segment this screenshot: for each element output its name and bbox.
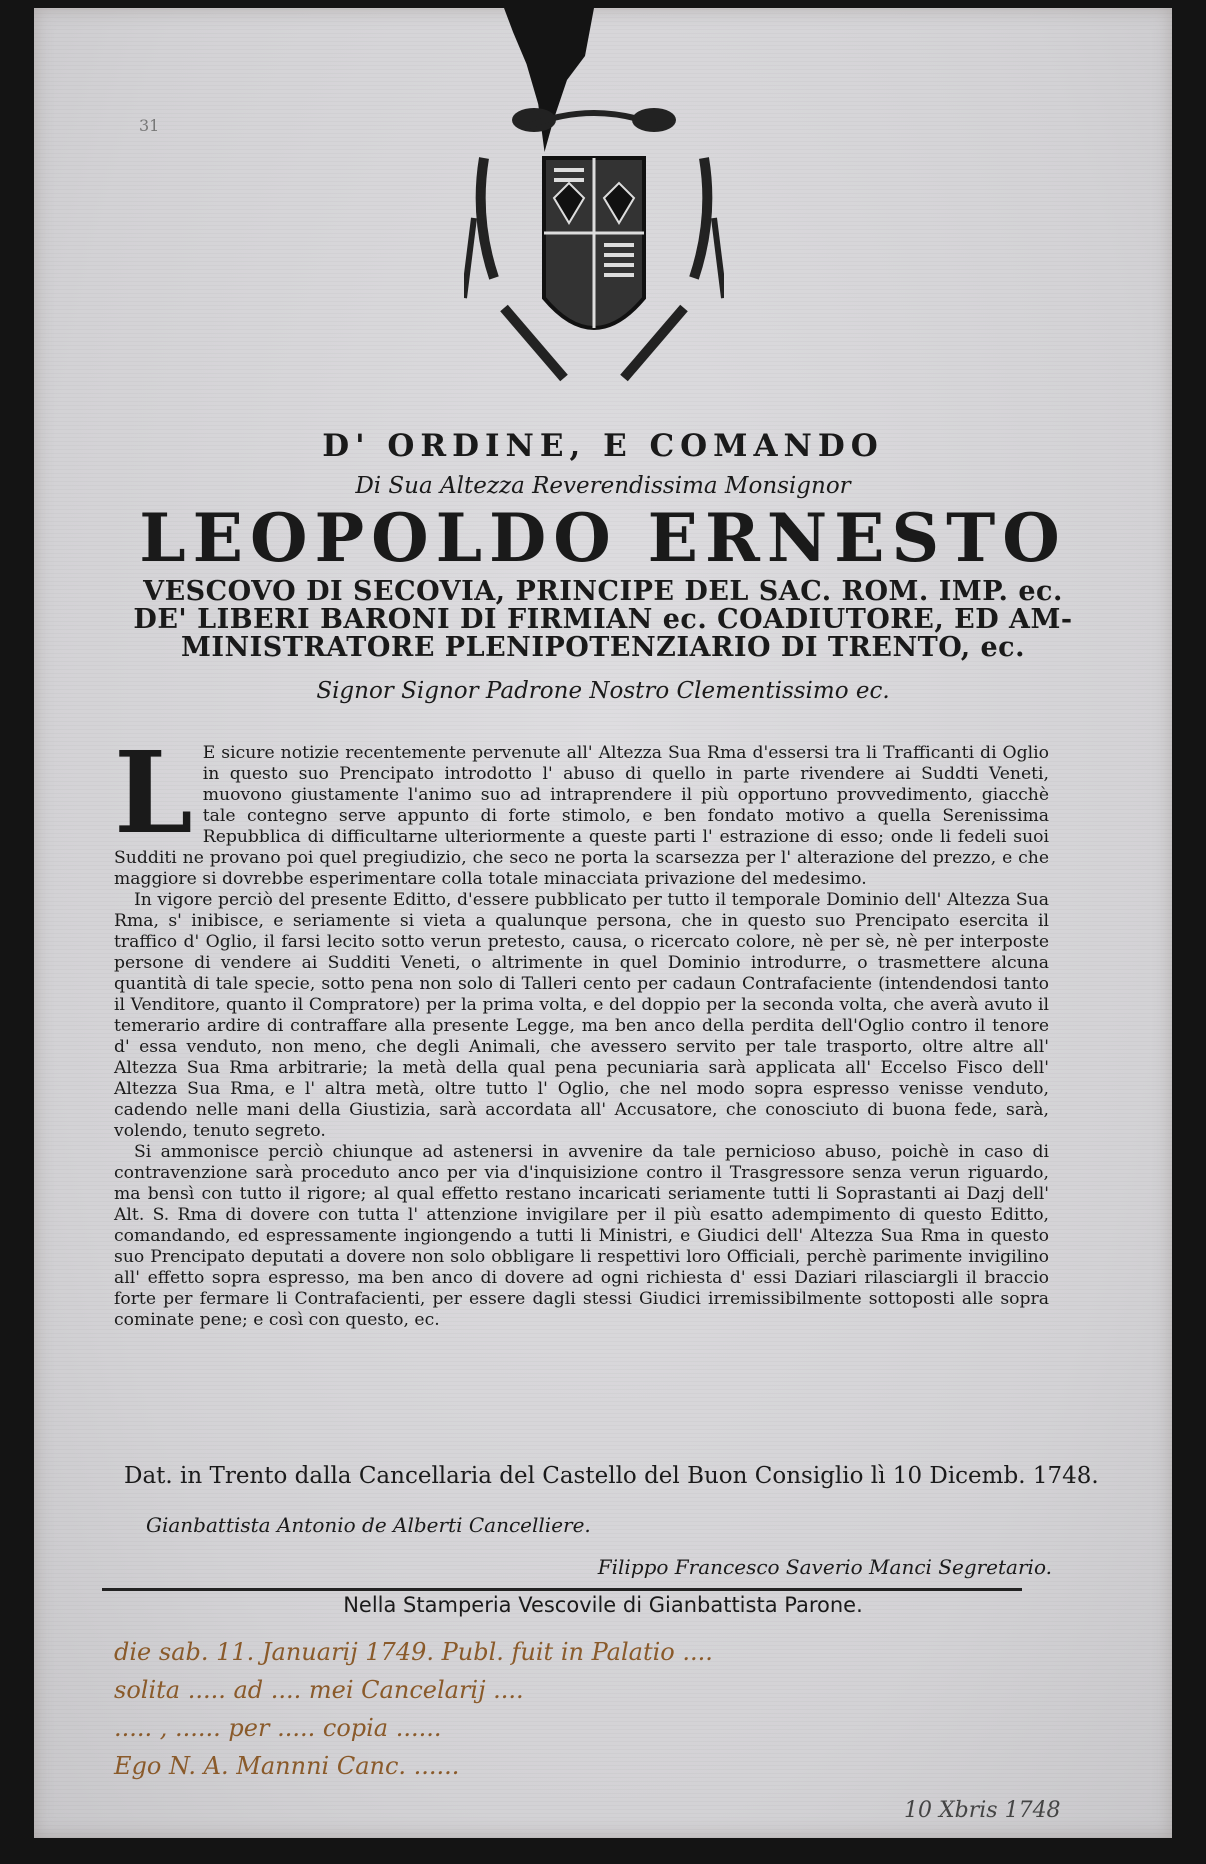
heading-name: LEOPOLDO ERNESTO xyxy=(139,499,1067,577)
salutation: Signor Signor Padrone Nostro Clementissimo ec. xyxy=(316,678,890,704)
pencil-number: 31 xyxy=(139,116,160,135)
edict-body xyxy=(114,728,1049,1331)
printer-line: Nella Stamperia Vescovile di Gianbattista Parone. xyxy=(343,1593,863,1617)
coat-of-arms-icon xyxy=(464,98,724,398)
archive-date-note: 10 Xbris 1748 xyxy=(904,1798,1061,1823)
paragraph-2: In vigore perciò del presente Editto, d'essere pubblicato per tutto il temporale Dominio dell' Altezza Sua Rma, s' inibisce, e seriamente si vieta a qualunque persona, che in questo suo Prencipato esercita il traffico d' Oglio, il farsi lecito sotto verun pretesto, causa, o ricercato colore, nè per sè, nè per interposte persone di vendere ai Sudditi Veneti, o altrimente in quel Dominio introdurre, o trasmettere alcuna quantità di tale specie, sotto pena non solo di Talleri cento per cadaun Contrafaciente (intendendosi tanto il Venditore, quanto il Compratore) per la prima volta, e del doppio per la seconda volta, che averà avuto il temerario ardire di contraffare alla presente Legge, ma ben anco della perdita dell'Oglio contro il tenore d' essa venduto, non meno, che degli Animali, che avessero servito per tale trasporto, oltre altre all' Altezza Sua Rma arbitrarie; la metà della qual pena pecuniaria sarà applicata all' Eccelso Fisco dell' Altezza Sua Rma, e l' altra metà, oltre tutto l' Oglio, che nel modo sopra espresso venisse venduto, cadendo nelle mani della Giustizia, sarà accordata all' Accusatore, che conosciuto di buona fede, sarà, volendo, tenuto segreto. xyxy=(114,890,1049,1141)
handwritten-note xyxy=(114,1633,1094,1785)
handwritten-line: die sab. 11. Januarij 1749. Publ. fuit in Palatio .... xyxy=(114,1638,713,1666)
edict-sheet xyxy=(34,8,1172,1838)
handwritten-line: solita ..... ad .... mei Cancelarij .... xyxy=(114,1676,524,1704)
paragraph-1-text: E sicure notizie recentemente pervenute all' Altezza Sua Rma d'essersi tra li Trafficanti di Oglio in questo suo Prencipato introdotto l' abuso di quello in parte rivendere ai Suddti Veneti, muovono giustamente l'animo suo ad intraprendere il più opportuno provvedimento, giacchè tale contegno serve appunto di forte stimolo, e ben fondato motivo a quella Serenissima Repubblica di difficultarne ulteriormente a queste parti l' estrazione di esso; onde li fedeli suoi Sudditi ne provano poi quel pregiudizio, che seco ne porta la scarsezza per l' alterazione del prezzo, e che maggiore si dovrebbe esperimentare colla totale minacciata privazione del medesimo. xyxy=(114,743,1049,889)
title-line: MINISTRATORE PLENIPOTENZIARIO DI TRENTO, ec. xyxy=(180,632,1026,663)
handwritten-line: ..... , ...... per ..... copia ...... xyxy=(114,1714,442,1742)
date-line: Dat. in Trento dalla Cancellaria del Castello del Buon Consiglio lì 10 Dicemb. 1748. xyxy=(124,1463,1099,1489)
heading-altezza: Di Sua Altezza Reverendissima Monsignor xyxy=(355,473,851,499)
divider-rule xyxy=(102,1588,1022,1591)
heading-titles xyxy=(34,578,1172,662)
title-line: VESCOVO DI SECOVIA, PRINCIPE DEL SAC. ROM. IMP. ec. xyxy=(143,576,1063,607)
paragraph-1 xyxy=(114,728,1049,890)
secretary-signature: Filippo Francesco Saverio Manci Segretario. xyxy=(597,1555,1052,1579)
paragraph-3: Si ammonisce perciò chiunque ad astenersi in avvenire da tale pernicioso abuso, poichè in caso di contravenzione sarà proceduto anco per via d'inquisizione contro il Trasgressore senza verun riguardo, ma bensì con tutto il rigore; al qual effetto restano incaricati seriamente tutti li Soprastanti ai Dazj dell' Alt. S. Rma di dovere con tutta l' attenzione invigilare per il più esatto adempimento di questo Editto, comandando, ed espressamente ingiongendo a tutti li Ministri, e Giudici dell' Altezza Sua Rma in questo suo Prencipato deputati a dovere non solo obbligare li respettivi loro Officiali, perchè parimente invigilino all' effetto sopra espresso, ma ben anco di dovere ad ogni richiesta d' essi Daziari rilasciargli il braccio forte per fermare li Contrafacienti, per essere dagli stessi Giudici irremissibilmente sottoposti alle sopra cominate pene; e così con questo, ec. xyxy=(114,1142,1049,1330)
drop-cap: L xyxy=(114,728,193,859)
chancellor-signature: Gianbattista Antonio de Alberti Cancelliere. xyxy=(146,1513,591,1537)
title-line: DE' LIBERI BARONI DI FIRMIAN ec. COADIUTORE, ED AM- xyxy=(133,604,1073,635)
heading-order: D' ORDINE, E COMANDO xyxy=(322,428,884,464)
handwritten-line: Ego N. A. Mannni Canc. ...... xyxy=(114,1752,460,1780)
